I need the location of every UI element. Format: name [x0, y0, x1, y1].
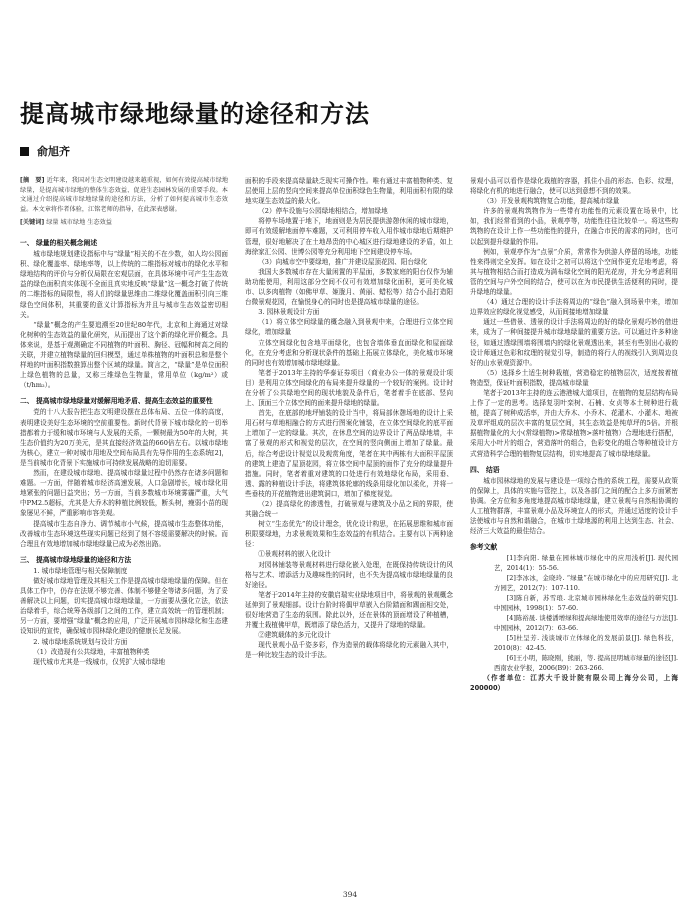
column-2	[245, 176, 453, 661]
column-3	[470, 176, 678, 693]
paragraph: 通过一些借景、透景的设计手法将周边的好的绿化景观巧妙的借进来，成为了一种间接提升城市绿地绿量的重要方法。可以通过许多种途径，如通过透绿围墙将围墙内的绿化景观透出来，甚至有些别出心裁的设计师通过色彩和纹理的视觉引导，制造的将行人的视线引入到周边良好的山水景观资源中。	[470, 318, 678, 367]
paragraph: “绿量”概念的产生要追溯至20世纪80年代，北京和上海通过对绿化树种的生态效益的量化研究，从而提出了这个新的绿化评价概念。具体来说，是基于观测确定不同植物的叶面积、胸径、冠幅和树高之间的关联，并建立植物绿量的回归模型，通过单株植物的叶面积总和是整个样地的叶面积指数推算出整个区域的绿量。简言之，“绿量”是单位面积上绿色植物的总量，又称三维绿色生物量，常用单位（kg/m²）或（t/hm₂）。	[20, 320, 228, 390]
section-heading: 四、 结语	[470, 465, 500, 474]
paragraph: （3）向城市空中要绿地，推广并建设屋顶花园、阳台绿化	[258, 257, 428, 266]
paragraph: 笔者于2013年主持的华泰证券项目（商业办公一体的景观设计项目）是利用立体空间绿化的布局来提升绿量的一个较好的案例。设计时在分析了公共绿地空间的现状地貌及条件后，笔者着手在底部、竖向上、顶面三个立体空间的面来提升绿地的绿量。	[245, 368, 453, 408]
abstract-label: [摘 要]	[20, 177, 45, 184]
paragraph: （3）开发景观构筑物复合功能，提高城市绿量	[483, 197, 620, 206]
paragraph: 提高城市生态自净力、调节城市小气候，提高城市生态整体功能，改善城市生态环境这些现实问题已经到了刻不容缓需要解决的时候。而合理且有效地增加城市绿地绿量已成为必然出路。	[20, 519, 228, 548]
reference-item: [6]王小明，陈晓刚，熊丽，等. 提高昆明城市绿量的途径[J]. 西南农业学报，2006(B9)：263-266.	[494, 654, 678, 673]
keywords	[20, 218, 228, 228]
author-bullet-icon	[20, 147, 29, 156]
reference-item: [4]陈裕晟. 谈楼潘增绿和提高绿地使用效率的途径与方法[J]. 中国园林，2012(7)：63-66.	[494, 614, 678, 633]
section-heading: 三、 提高城市绿地绿量的途径和方法	[20, 555, 132, 564]
paragraph: 首先，在底部的地坪铺装的设计当中，将局部休憩场地的设计上采用石材与草地相融合的方式进行图案化铺装，在立体空间绿化的底平面上增加了一定的绿量。其次，在休息空间的边界设计了两品绿地墙，丰富了景观的形式和视觉的层次，在空间的竖向侧面上增加了绿量。最后，综合考虑设计视觉以及观赏角度，笔者在其中两栋有大面积平屋顶的建筑上建造了屋顶花园，将立体空间中屋顶的面作了充分的绿量提升措施。同时，笔者着重对建筑的口处进行有效地绿化布局，采用垂、透、露的种植设计手法，将建筑体轮廓的线条用绿化加以柔化，并将一些垂枝的开花植物进出建筑洞口，增加了梯度视觉。	[245, 409, 453, 498]
reference-item: [5]杜呈芳. 浅谈城市立体绿化的发展前景[J]. 绿色科技，2010(8)：42-45.	[494, 634, 678, 653]
paragraph: 城市绿地规划建设指标中与“绿量”相关的不在少数，如人均公园面积、绿化覆盖率、绿地率等，以上传统的二维指标对城市的绿化水平和绿地结构的评价与分析仅局限在宏观层面，在具体环境中可产生生态效益的绿色面积真实体现不全面且真实地反映“绿量”这一概念打破了传统的二维指标的局限性，将人们的绿量思维由二维绿化覆盖面积引向三维绿色空间体积，其重要的意义计算指标为并且与城市生态效益密切相关。	[20, 250, 228, 319]
paragraph: （1）将立体空间绿量的概念融入到景观中来，合理进行立体空间绿化，增加绿量	[245, 318, 453, 337]
paragraph: 现代城市尤其是一线城市，仅凭扩大城市绿地	[33, 657, 166, 666]
paragraph: （4）通过合理的设计手法将周边的“绿色”融入到场景中来，增加边界效应的绿化视觉感受，从而间接地增加绿量	[470, 298, 678, 317]
article-title: 提高城市绿地绿量的途径和方法	[20, 100, 370, 128]
page-number: 394	[342, 890, 358, 899]
paragraph: （5）选择乡土适生树种栽植，营造稳定的植物层次，适度按着植物造型，保证叶面积指数，提高城市绿量	[470, 368, 678, 387]
section-heading: 一、 绿量的相关概念阐述	[20, 238, 98, 247]
reference-item: [2]李冰冰，金晓玲. “绿量”在城市绿化中的应用研究[J]. 北方园艺，2012(7)：107-110.	[494, 574, 678, 593]
paragraph: 例如，景观亭作为“点景”介质，常常作为供游人停留的场地，功能性来得则完全发挥。如在设计之初可以将这个空间作更充足地考虑，将其与植物相结合而打造成为满布绿化空间的阳光花房，并允分考虑利用管的空间与户外空间的结合，使可以在为市民提供生活便利的同时，提升绿地的绿量。	[470, 247, 678, 297]
paragraph: 笔者于2014年主持的安徽启瑞实业绿地项目中，将景观的景观概念延伸到了景观细部。设计台阶时将偶甲草嵌入台阶踏面和踢面相交处，很好地营造了生态的氛围。除此以外，还在景体的顶面增设了种植槽，并覆土栽植佛甲草，既增添了绿色活力，又提升了绿地的绿量。	[245, 590, 453, 630]
paragraph: 党的十八大报告把生态文明建设摆在总体布局、五位一体的高度，表明建设美好生态环境的空前重要性。新时代背景下城市绿化的一切举措都着力于缓和城市环境与人发展的关系，一颗树最为50年的大树，其生态价值约为20万美元，是其直接经济效益的660倍左右。以城市绿地为核心，建立一种对城市用地及空间布局具有先导作用的生态系统[2]，是当前城市化背景下实施城市可持续发展战略的迫切需要。	[20, 408, 228, 467]
author-affiliation-note: （作者单位：江苏大千设计院有限公司上海分公司，上海 200000）	[470, 674, 678, 693]
paragraph: 面积的手段来提高绿量缺乏现实可操作性。唯有通过丰富植物种类、复层使用上层的竖向空间来提高单位面积绿色生物量，利用面积有限的绿地实现生态效益的最大化。	[245, 177, 453, 206]
paragraph: 现代景观小品千姿多彩，作为造景的载体将绿化的元素融入其中，是一种比较生态的设计手法。	[245, 641, 453, 660]
paragraph: 做好城市绿地管理及其相关工作是提高城市绿地绿量的保障。但在具体工作中，仍存在法规不够完善、体制不够健全等诸多问题，为了妥善解决以上问题，切实提高城市绿地绿量，一方面要从强化立法，依法治绿着手，综合统筹各级部门之间的工作，建立高效统一的管理机制；另一方面，要增强“绿量”概念的应用，广泛开展城市园林绿化和生态建设知识的宣传，确保城市园林绿化建设的健康长足发展。	[20, 576, 228, 636]
references-heading: 参考文献	[470, 543, 498, 552]
author-line	[20, 143, 70, 159]
paragraph: 景观小品可以看作是绿化栽植的容器，抓住小品的形态、色彩、纹理，将绿化有机的地进行融合，使可以达到意想不到的效果。	[470, 177, 678, 196]
paragraph: 城市园林绿地的发展与建设是一项综合性的系统工程，需要从政策的保障上，具体的实施与管控上，以及各部门之间的配合上多方面紧密协调。全方位和多角度地提高城市绿地绿量，建立景观与自然相协调的人工植物群落，丰富景观小品及环境宜人的形式，并通过适度的设计手法使城市与自然和谐融合，在城市土绿地源的利用上达到生态、社会、经济三大效益的最佳结合。	[470, 476, 678, 536]
keywords-label: [关键词]	[20, 219, 45, 227]
paragraph: 将停车场地置于地下，地面则是为居民提供游憩休闲的城市绿地，即可有效缓解地面停车难题，又可利用停车收入用作城市绿地后期维护管理，很好地解决了在土地昂贵的中心城区进行绿地建设的矛盾，如上海徐家汇公园、世博公园等充分利用地下空间建设停车场。	[245, 217, 453, 256]
paragraph: 3. 园林景观设计方面	[258, 308, 320, 317]
paragraph: ①景观材料的嵌入化设计	[258, 550, 331, 559]
column-1	[20, 176, 228, 667]
paragraph: （1）改造现有公共绿地，丰富植物种类	[33, 647, 150, 656]
section-heading: 二、 提高城市绿地绿量对缓解用地矛盾、提高生态效益的重要性	[20, 397, 213, 406]
paragraph: ②建筑载体的多元化设计	[258, 631, 331, 640]
author-name: 俞旭齐	[37, 145, 70, 158]
paragraph: 树立“生态优先”的设计理念，优化设计构思，在拓展思维和城市面积限要绿地，力求景观效果和生态效益的有机结合。主要有以下两种途径：	[245, 520, 453, 549]
paragraph: 对园林铺装等景观材料进行绿化嵌入处理，在既保持传统设计的风格与艺术、增添活力及趣味性的同时，也不失为提高城市绿地绿量的良好途径。	[245, 560, 453, 589]
paragraph: 许多的景观构筑物作为一些带有功能性的元素设置在场景中，比如，我们经常看到的小品，景观亭等，功能性往往比较单一。将这些构筑物的在设计上作一些功能性的提升，在融合市民的需求的同时，也可以起到提升绿量的作用。	[470, 207, 678, 246]
reference-item: [1]李向阳. 绿量在园林城市绿化中的应用浅析[J]. 现代园艺，2014(1)：55-56.	[494, 554, 678, 573]
reference-item: [3]陈自新，苏雪琅. 北京城市园林绿化生态效益的研究[J]. 中国园林，1998(1)：57-60.	[494, 594, 678, 613]
paragraph: 我国大多数城市存在大量闲置的平屋面，多数家庭的阳台仅作为辅助功能使用，利用这部分空间不仅可有效增加绿化面积，更可美化城市、以多肉植物（如佛甲草、姬胧月、黄丽、蜡松等）结合小品打造阳台微景观花园，在愉悦身心的同时也是提高城市绿量的途径。	[245, 267, 453, 307]
paragraph: 然而，在建设城市绿地、提高城市绿量过程中仍然存在诸多问题和难题。一方面，伴随着城市经济高速发展，人口急剧增长，城市绿化用地紧张的问题日益突出；另一方面，当前多数城市环境雾霾严重，大气中PM2.5超标，尤其是大乔木的种植比例较低，断头树，瘦弱小苗的现象屡见不鲜，严重影响市容美观。	[20, 469, 228, 518]
paragraph: 立体空间绿化包含地平面绿化，也包含墙体垂直面绿化和屋面绿化，在充分考虑和分析现状条件的基础上拓展立体绿化，美化城市环境的同时也有效增加城市绿地绿量。	[245, 338, 453, 367]
paragraph: （2）提高绿化的渗透性，打破景观与建筑及小品之间的界限，使其融合统一	[245, 500, 453, 519]
paragraph: 笔者于2013年主持的连云港港城大道项目，在植物的复层结构布局上作了一定的思考。选择复羽叶栾树、石楠、女贞等本土树种进行栽植，提高了树种成活率，并由大乔木、小乔木、花灌木、小灌木、地被及草坪组成的层次丰富的复层空间，其生态效益是纯草坪的5倍。并根据植物量化的大小(常绿植物)>常绿植物>落叶植物）合理地进行搭配，采用大小叶片的组合，营造落叶的组合，色彩变化的组合等种植设计方式营造科学合理的植物复层结构，切实地提高了城市绿地绿量。	[470, 388, 678, 458]
paragraph: 1. 城市绿地管理与相关保障制度	[33, 566, 128, 575]
paragraph: 2. 城市绿地系统规划与设计方面	[33, 637, 128, 646]
abstract-text: 近年来，我国对生态文明建设越来越重视，如何有效提高城市绿地绿量，是提高城市绿地的整体生态效益、促进生态园林发展的重要手段。本文通过介绍提高城市绿地绿量的途径和方法，分析了如何提高城市生态效益。本文章将作者体验，江铭老师的指导，在此深表感谢。	[20, 177, 229, 213]
abstract	[20, 176, 228, 214]
keywords-text: 绿量 城市绿地 生态效益	[46, 219, 112, 227]
paragraph: （2）停车设施与公园绿地相结合，增加绿地	[258, 207, 388, 216]
